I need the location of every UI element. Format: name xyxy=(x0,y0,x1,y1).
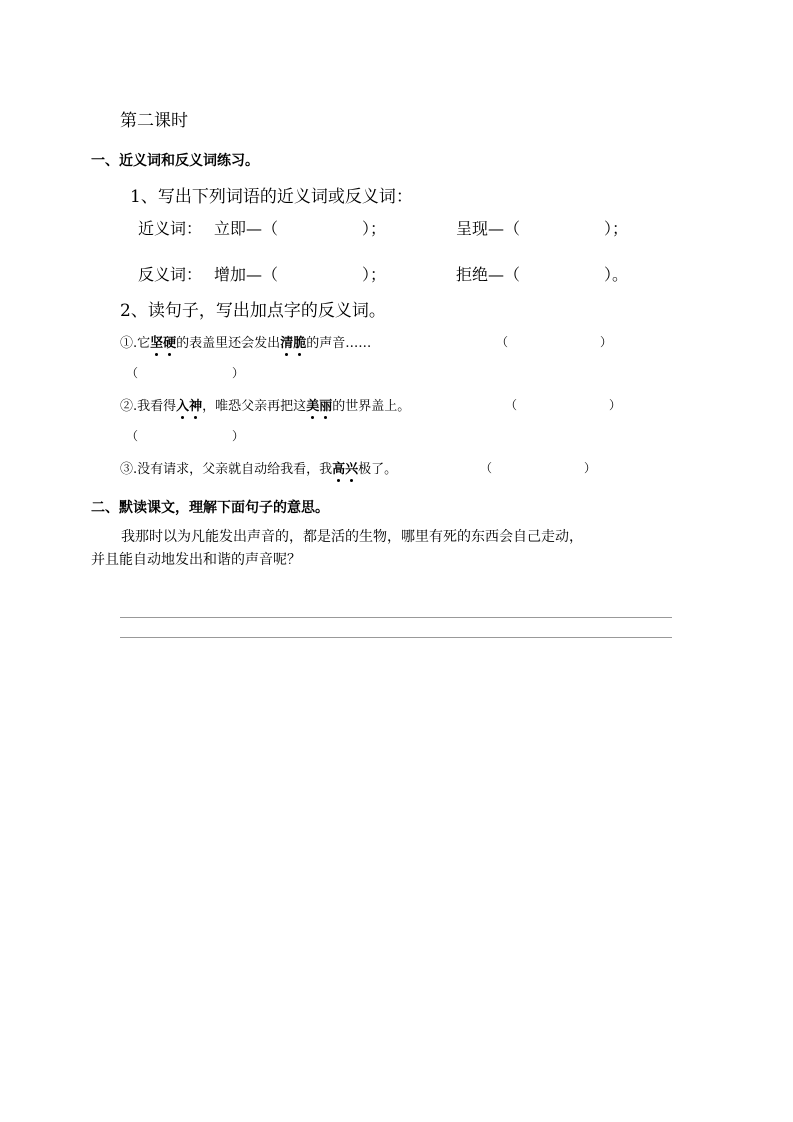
dotted-char: 硬 xyxy=(163,336,177,351)
sentence-2 xyxy=(120,395,410,414)
lesson-title: 第二课时 xyxy=(120,111,188,131)
sentence-2-text-e: 的世界盖上。 xyxy=(332,399,411,414)
dotted-char: 脆 xyxy=(293,336,307,351)
synonym-close-1: ）； xyxy=(362,219,387,238)
sentence-1-text-c: 的表盖里还会发出 xyxy=(176,336,281,351)
dotted-char: 丽 xyxy=(319,399,333,414)
sentence-1-text-a: ①.它 xyxy=(120,336,151,351)
answer-line-2 xyxy=(120,637,672,638)
answer-close-paren: ） xyxy=(584,461,597,475)
sentence-3 xyxy=(120,458,397,477)
passage-line-1: 我那时以为凡能发出声音的，都是活的生物，哪里有死的东西会自己走动， xyxy=(121,529,583,545)
dotted-char: 入 xyxy=(176,399,190,414)
synonym-word-2: 呈现—（ xyxy=(456,219,521,238)
sentence-3-text-a: ③.没有请求，父亲就自动给我看，我 xyxy=(120,462,333,477)
dotted-char: 兴 xyxy=(345,462,359,477)
antonym-word-2: 拒绝—（ xyxy=(456,265,521,284)
antonym-close-1: ）； xyxy=(362,265,387,284)
answer-open-paren: （ xyxy=(496,335,509,349)
answer-close-paren: ） xyxy=(609,398,622,412)
q2-prompt: 2、读句子，写出加点字的反义词。 xyxy=(120,301,386,321)
synonym-word-1: 立即—（ xyxy=(214,219,279,238)
synonym-close-2: ）； xyxy=(604,219,629,238)
sentence-2-text-c: ，唯恐父亲再把这 xyxy=(202,399,307,414)
answer-open-paren: （ xyxy=(126,429,139,443)
answer-open-paren: （ xyxy=(505,398,518,412)
answer-close-paren: ） xyxy=(232,366,245,380)
section2-heading: 二、默读课文，理解下面句子的意思。 xyxy=(91,500,329,516)
answer-open-paren: （ xyxy=(480,461,493,475)
answer-open-paren: （ xyxy=(126,366,139,380)
antonym-word-1: 增加—（ xyxy=(214,265,279,284)
antonym-close-2: ）。 xyxy=(604,265,629,284)
sentence-1-text-e: 的声音…… xyxy=(306,336,372,351)
sentence-3-text-c: 极了。 xyxy=(358,462,398,477)
dotted-char: 高 xyxy=(332,462,346,477)
dotted-char: 清 xyxy=(280,336,294,351)
sentence-2-text-a: ②.我看得 xyxy=(120,399,177,414)
antonym-label: 反义词： xyxy=(138,265,203,284)
answer-line-1 xyxy=(120,617,672,618)
answer-close-paren: ） xyxy=(232,429,245,443)
passage-line-2: 并且能自动地发出和谐的声音呢？ xyxy=(91,552,301,568)
answer-close-paren: ） xyxy=(600,335,613,349)
section1-heading: 一、近义词和反义词练习。 xyxy=(91,153,259,169)
dotted-char: 坚 xyxy=(150,336,164,351)
dotted-char: 美 xyxy=(306,399,320,414)
q1-prompt: 1、写出下列词语的近义词或反义词： xyxy=(130,187,413,207)
sentence-1 xyxy=(120,332,371,351)
dotted-char: 神 xyxy=(189,399,203,414)
synonym-label: 近义词： xyxy=(138,219,203,238)
